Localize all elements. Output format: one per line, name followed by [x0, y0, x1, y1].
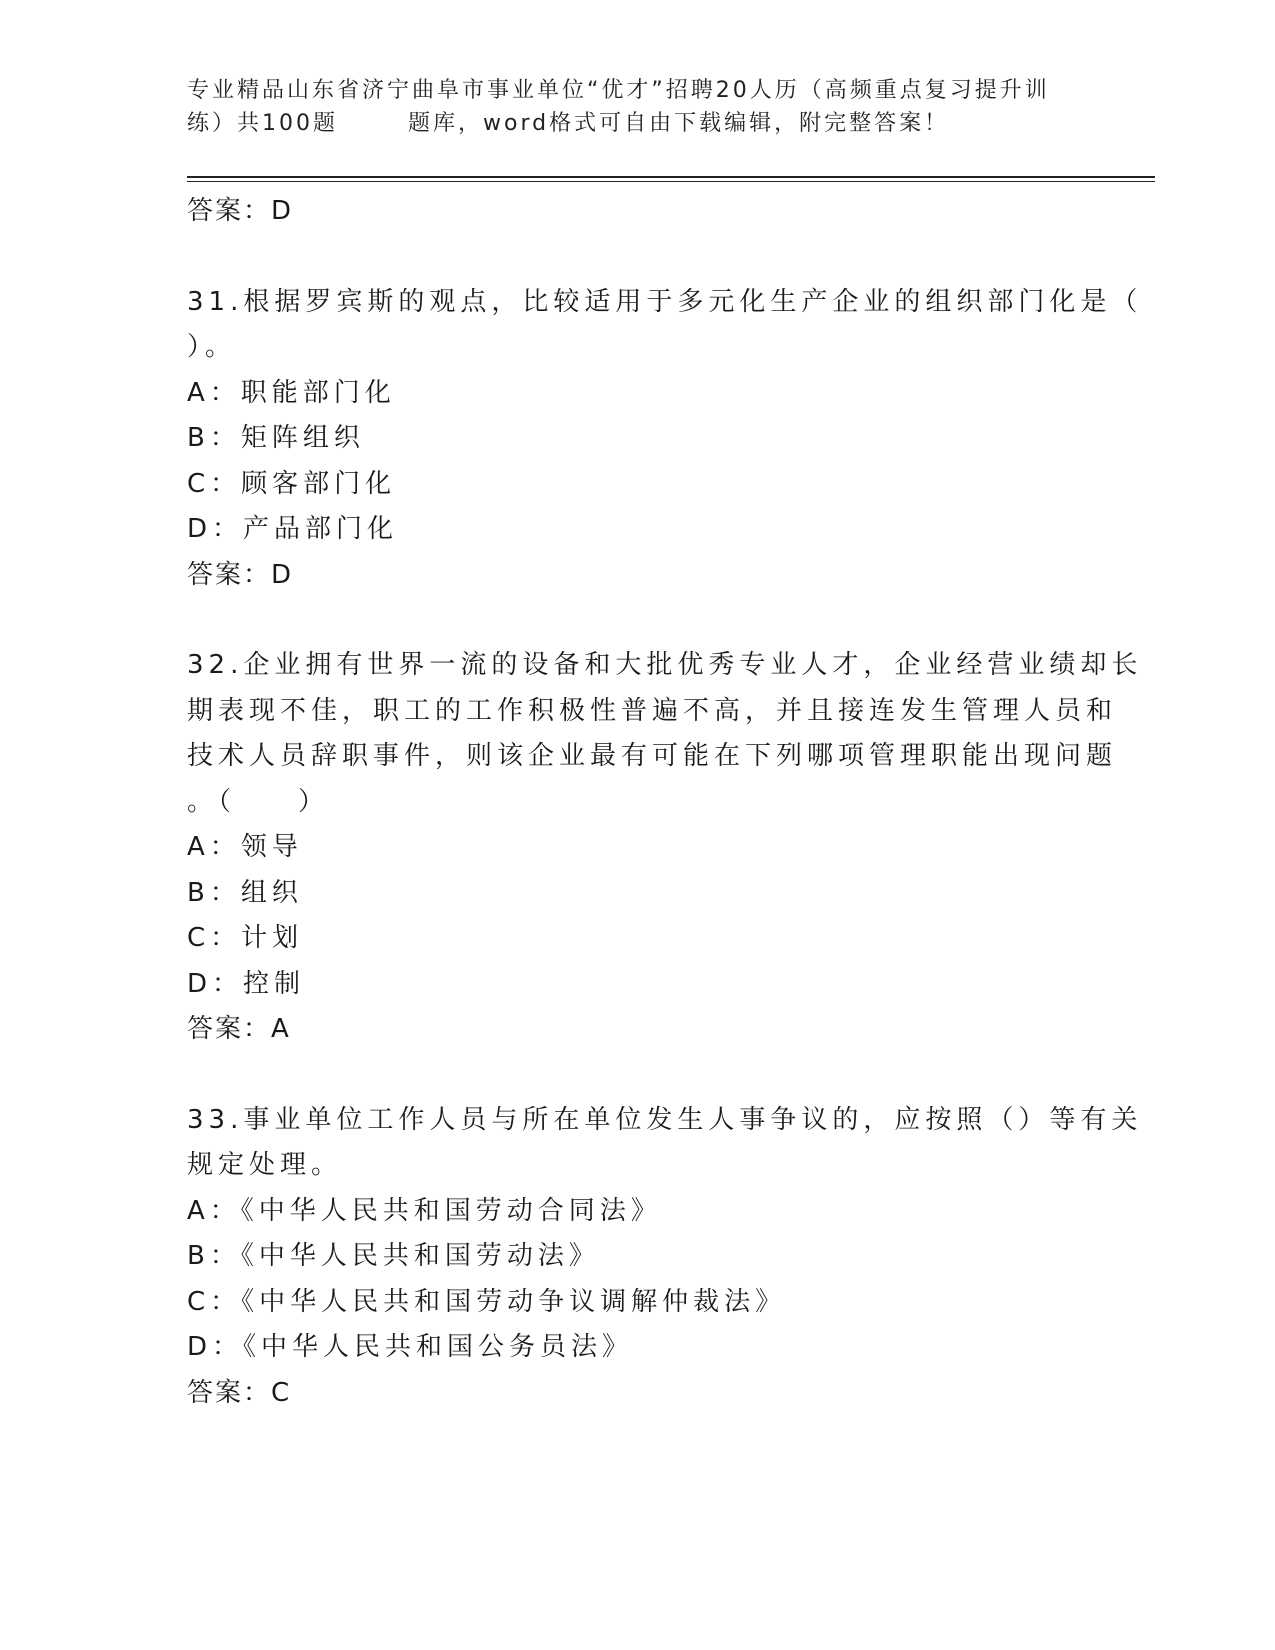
header-line-1: 专业精品山东省济宁曲阜市事业单位“优才”招聘20人历（高频重点复习提升训: [187, 78, 1050, 103]
header-line-2-part-2: 题库，word格式可自由下载编辑，附完整答案！: [408, 111, 950, 136]
option-b: B：《中华人民共和国劳动法》: [187, 1241, 600, 1271]
header-rule-thick: [187, 176, 1155, 178]
question-31: [187, 280, 1143, 599]
option-d: D：控制: [187, 968, 306, 999]
question-stem: ）。: [187, 332, 237, 362]
question-32: [187, 643, 1143, 1053]
answer: 答案：D: [187, 559, 294, 590]
question-stem: 技术人员辞职事件，则该企业最有可能在下列哪项管理职能出现问题: [187, 741, 1118, 771]
option-c: C：顾客部门化: [187, 468, 397, 499]
option-a: A：职能部门化: [187, 377, 396, 408]
option-a: A：《中华人民共和国劳动合同法》: [187, 1195, 662, 1226]
header-line-2: [187, 107, 1067, 140]
page-header: [187, 74, 1067, 140]
question-33: [187, 1098, 1143, 1417]
option-a: A：领导: [187, 832, 303, 862]
header-rule-thin: [187, 181, 1155, 182]
question-list: [187, 189, 1143, 1416]
question-stem: 31.根据罗宾斯的观点，比较适用于多元化生产企业的组织部门化是（: [187, 286, 1143, 317]
header-line-2-part-1: 练）共100题: [187, 111, 338, 136]
option-b: B：组织: [187, 877, 303, 908]
option-d: D：《中华人民共和国公务员法》: [187, 1332, 634, 1362]
answer: 答案：A: [187, 1014, 291, 1044]
option-d: D：产品部门化: [187, 514, 399, 544]
question-stem: 32.企业拥有世界一流的设备和大批优秀专业人才，企业经营业绩却长: [187, 650, 1143, 680]
option-c: C：计划: [187, 923, 304, 953]
question-stem: 33.事业单位工作人员与所在单位发生人事争议的，应按照（）等有关: [187, 1104, 1143, 1135]
option-b: B：矩阵组织: [187, 423, 365, 453]
previous-answer: 答案：D: [187, 196, 294, 226]
option-c: C：《中华人民共和国劳动争议调解仲裁法》: [187, 1286, 787, 1317]
answer: 答案：C: [187, 1377, 292, 1408]
question-stem: 。（ ）: [187, 786, 330, 817]
question-stem: 期表现不佳，职工的工作积极性普遍不高，并且接连发生管理人员和: [187, 695, 1118, 726]
question-stem: 规定处理。: [187, 1150, 343, 1180]
